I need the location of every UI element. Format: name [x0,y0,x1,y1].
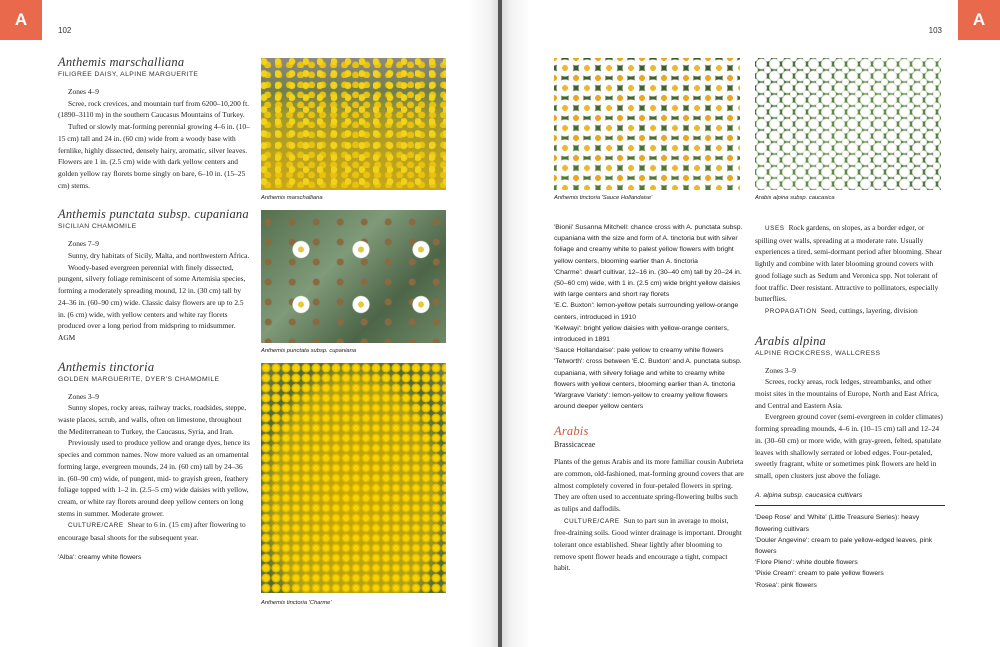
habitat: Sunny, dry habitats of Sicily, Malta, and northwestern Africa. [68,251,250,261]
cultivar: 'Rosea': pink flowers [755,581,817,589]
plant-name: Arabis alpina [755,333,827,348]
cultivar: 'Wargrave Variety': lemon-yellow to creamy yellow flowers around deeper yellow centers [554,392,728,411]
zones: Zones 4–9 [68,87,99,96]
cultivar: 'Kelwayi': bright yellow daisies with yellow-orange centers, introduced in 1891 [554,324,729,344]
zones: Zones 7–9 [68,239,99,249]
propagation [755,305,945,318]
culture-label: CULTURE/CARE [68,522,124,530]
photo-arabis-alpina-caucasica [755,58,941,190]
genus-intro: Plants of the genus Arabis and its more familiar cousin Aubrieta are common, old-fashioned, mat-forming ground covers that are almost completely covered in four-petaled flowers in spring. They are often used to accentuate spring-flowering bulbs such as tulips and daffodils. [554,457,744,513]
description: Previously used to produce yellow and orange dyes, hence its species and common names. Now more valued as an ornamental forming large, evergreen mounds, 24 in. (60 cm) tall by 24–36 in. (60–90 cm) wide, of pungent, mid- to grayish green, feathery foliage topped with 1–2 in. (2.5–5 cm) wide daisies with yellow, cream, or white ray florets around deep yellow centers on long stems in summer. Moderate grower. [58,438,250,518]
culture-label: CULTURE/CARE [564,517,620,525]
family-name: Brassicaceae [554,440,596,450]
common-name: SICILIAN CHAMOMILE [58,223,137,231]
photo-anthemis-sauce-hollandaise [554,58,740,190]
zones: Zones 3–9 [68,391,99,401]
cultivar-alba: 'Alba': creamy white flowers [58,553,142,561]
cultivar: 'Deep Rose' and 'White' (Little Treasure Series): heavy flowering cultivars [755,514,920,533]
right-page [502,0,1000,647]
common-name: ALPINE ROCKCRESS, WALLCRESS [755,349,881,357]
entry-arabis-alpina [755,334,945,591]
cultivar: 'Bionii' Susanna Mitchell: chance cross with A. punctata subsp. cupaniana with the size and form of A. tinctoria but with silver foliage and creamy white to palest yellow flowers with bright yellow centers, blooming earlier than A. tinctoria [554,224,743,265]
page-number-left: 102 [58,26,72,35]
zones: Zones 3–9 [765,365,796,375]
uses-label: USES [765,225,785,232]
photo-anthemis-punctata [261,210,446,343]
photo-anthemis-marschalliana [261,58,446,190]
uses [755,222,945,305]
description: Evergreen ground cover (semi-evergreen in colder climates) forming spreading mounds, 4–6 in. (10–15 cm) tall and 12–24 in. (30–60 cm) or more wide, with gray-green, felted, spatulate leaves with shallowly serrated or lobed edges. Four-petaled, sweetly fragrant, white or sometimes pink flowers are held in small, open clusters just above the foliage. [755,412,943,480]
cultivar-heading: A. alpina subsp. caucasica cultivars [755,490,945,507]
entry-anthemis-tinctoria [58,360,250,564]
cultivar: 'Tetworth': cross between 'E.C. Buxton' and A. punctata subsp. cupaniana, with silvery foliage and white to creamy white flowers with yellow centers, blooming earlier than A. tinctoria [554,358,742,388]
cultivar: 'Pixie Cream': cream to pale yellow flowers [755,570,884,578]
cultivar: 'E.C. Buxton': lemon-yellow petals surrounding yellow-orange centers, introduced in 1910 [554,302,739,321]
left-text-column [58,55,250,580]
culture-care [554,515,744,575]
habitat: Scree, rock crevices, and mountain turf from 6200–10,200 ft. (1890–3110 m) in the southern Caucasus Mountains of Turkey. [58,98,250,120]
description: Tufted or slowly mat-forming perennial growing 4–6 in. (10–15 cm) tall and 24 in. (60 cm) wide from a woody base with fernlike, highly dissected, densely hairy, aromatic, silver leaves. Flowers are 1 in. (2.5 cm) wide with dark yellow centers and golden yellow ray florets borne singly on bare, 6–10 in. (15–25 cm) stems. [58,122,250,190]
common-name: GOLDEN MARGUERITE, DYER'S CHAMOMILE [58,375,220,383]
uses-text: Rock gardens, on slopes, as a border edger, or spilling over walls, spreading at a moderate rate. Usually experiences a tired, semi-dormant period after blooming. Shear lightly and combine with later blooming ground covers with good foliage such as Sedum and Veronica spp. Not tolerant of foot traffic. Deer resistant. Attractive to pollinators, especially butterflies. [755,223,942,304]
left-page [0,0,498,647]
cultivar: 'Flore Pleno': white double flowers [755,559,858,567]
habitat: Sunny slopes, rocky areas, railway tracks, roadsides, steppe, waste places, scrub, and walls, often on limestone, throughout the Mediterranean to Turkey, the Caucasus, Syria, and Iran. [58,403,247,436]
entry-anthemis-punctata [58,207,250,343]
description: Woody-based evergreen perennial with finely dissected, pungent, silvery foliage reminiscent of some Artemisia species, forming a moderately spreading mound, 12 in. (30 cm) tall by 24–36 in. (60–90 cm) wide. Classic daisy flowers are up to 2.5 in. (6 cm) wide, with yellow centers and white ray florets produced over a long period from midspring to midsummer. AGM [58,262,246,342]
plant-name: Anthemis tinctoria [58,359,155,374]
propagation-label: PROPAGATION [765,307,817,315]
cultivar: 'Douler Angevine': cream to pale yellow-edged leaves, pink flowers [755,536,933,555]
caption: Anthemis tinctoria 'Sauce Hollandaise' [554,195,653,201]
cultivar: 'Charme': dwarf cultivar, 12–16 in. (30–40 cm) tall by 20–24 in. (50–60 cm) wide, with 1 in. (2.5 cm) wide bright yellow daisies with large centers and short ray florets [554,268,742,299]
photo-anthemis-tinctoria-charme [261,363,446,593]
section-tab-right: A [958,0,1000,40]
entry-anthemis-marschalliana [58,55,250,191]
right-text-column-1 [554,222,744,574]
section-tab-left: A [0,0,42,40]
plant-name: Anthemis punctata subsp. cupaniana [58,207,249,222]
caption: Anthemis marschalliana [261,195,323,201]
genus-name: Arabis [554,424,589,439]
caption: Anthemis tinctoria 'Charme' [261,600,332,606]
culture-care [58,519,250,543]
common-name: FILIGREE DAISY, ALPINE MARGUERITE [58,71,199,78]
propagation-text: Seed, cuttings, layering, division [820,305,918,315]
habitat: Screes, rocky areas, rock ledges, streambanks, and other moist sites in the mountains of Europe, North and East Africa, and Central and Eastern Asia. [755,377,939,410]
caption: Anthemis punctata subsp. cupaniana [261,348,357,354]
caption: Arabis alpina subsp. caucasica [755,195,835,201]
cultivar: 'Sauce Hollandaise': pale yellow to creamy white flowers [554,347,724,355]
plant-name: Anthemis marschalliana [58,55,185,69]
right-text-column-2 [755,222,945,591]
genus-arabis [554,424,744,574]
culture-text: Shear to 6 in. (15 cm) after flowering to encourage basal shoots for the subsequent year. [58,520,246,543]
page-number-right: 103 [928,26,942,35]
culture-text: Sun to part sun in average to moist, free-draining soils. Good winter drainage is important. Drought tolerant once established. Shear lightly after blooming to remove spent flower heads and encourage a tight, compact habit. [554,515,742,573]
